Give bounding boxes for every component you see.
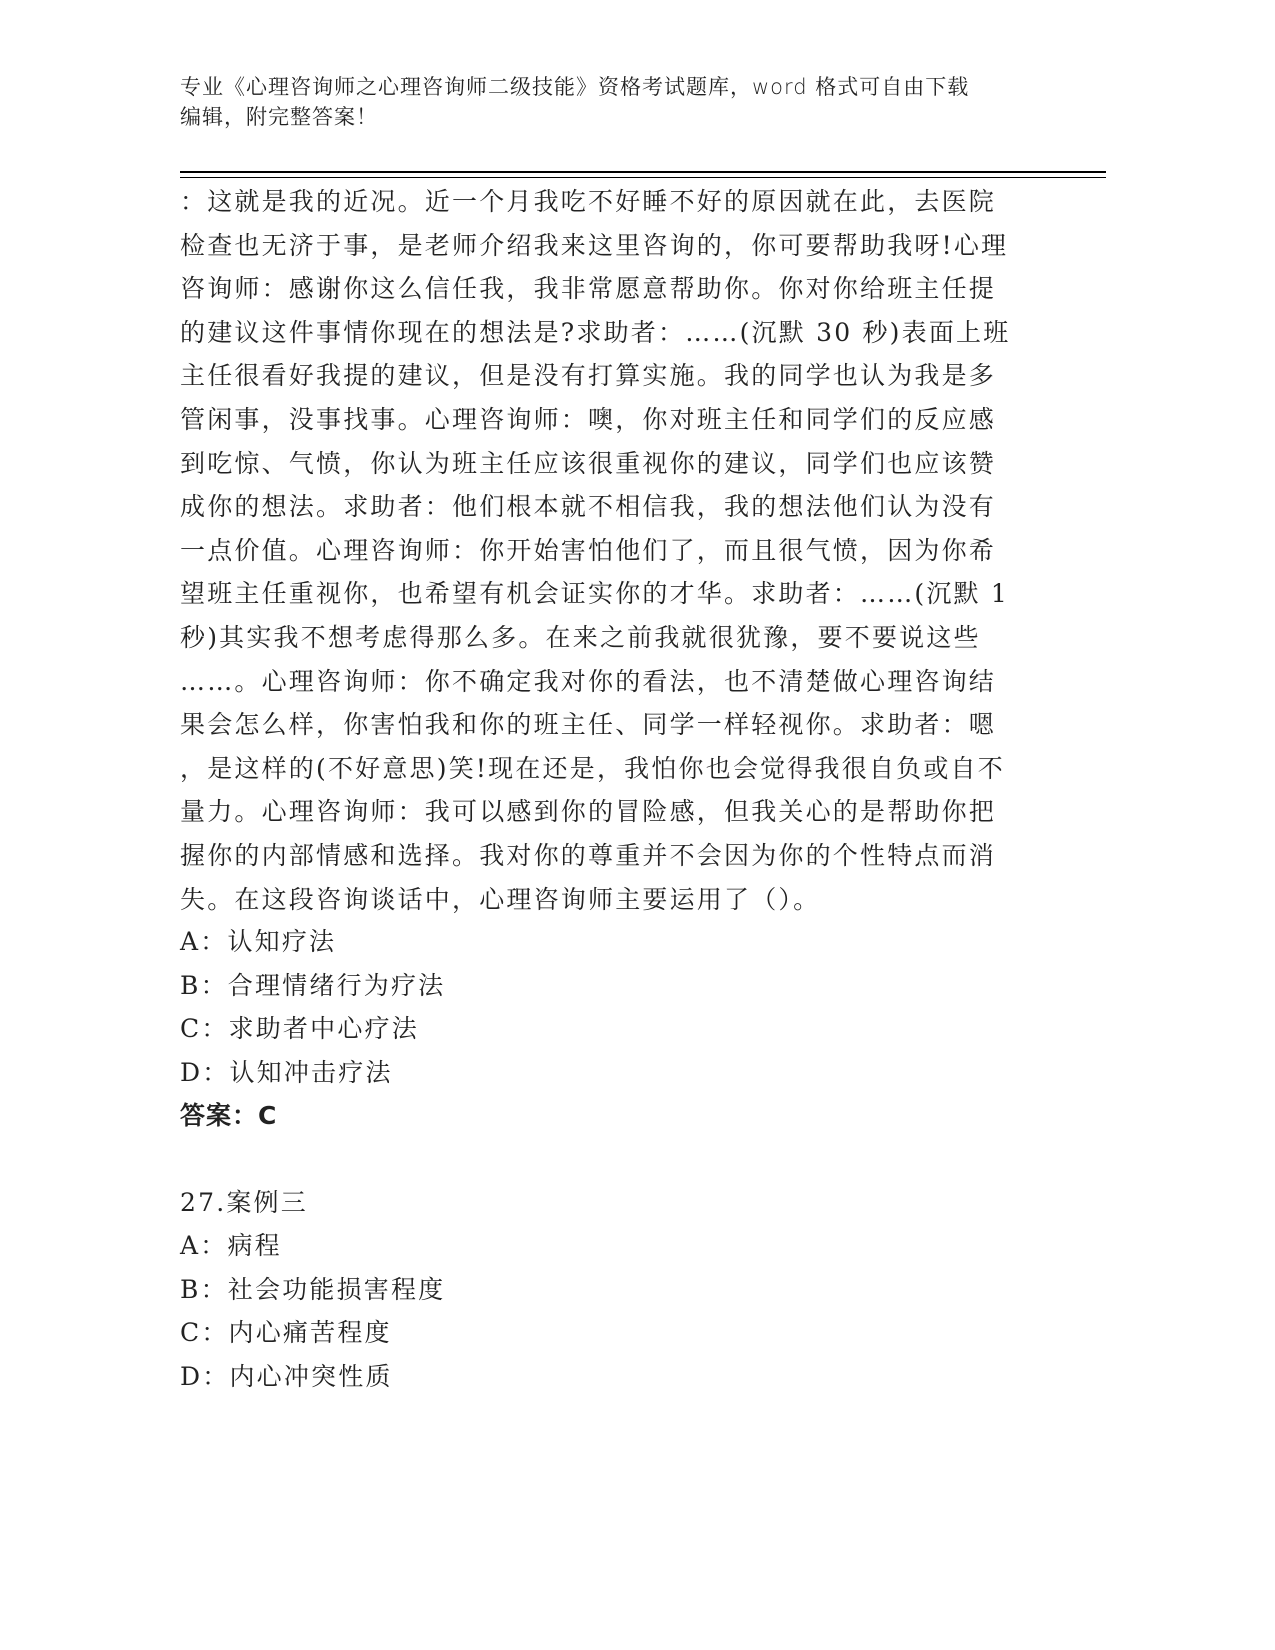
question-stem-line: 成你的想法。求助者：他们根本就不相信我，我的想法他们认为没有 bbox=[180, 492, 997, 521]
question-stem-line: 检查也无济于事，是老师介绍我来这里咨询的，你可要帮助我呀!心理 bbox=[180, 231, 1009, 260]
question-stem-line: 秒)其实我不想考虑得那么多。在来之前我就很犹豫，要不要说这些 bbox=[180, 623, 981, 652]
question-stem-line: 管闲事，没事找事。心理咨询师：噢，你对班主任和同学们的反应感 bbox=[180, 405, 997, 434]
header-divider-thin bbox=[180, 177, 1106, 178]
question-stem-line: 望班主任重视你，也希望有机会证实你的才华。求助者：……(沉默 1 bbox=[180, 579, 1010, 608]
answer-option: D：认知冲击疗法 bbox=[180, 1058, 393, 1087]
answer-option: A：病程 bbox=[180, 1231, 282, 1260]
question-stem-line: 到吃惊、气愤，你认为班主任应该很重视你的建议，同学们也应该赞 bbox=[180, 449, 997, 478]
answer-option: B：社会功能损害程度 bbox=[180, 1275, 446, 1304]
document-header-line: 专业《心理咨询师之心理咨询师二级技能》资格考试题库，word 格式可自由下载 bbox=[180, 75, 970, 99]
question-stem-line: 量力。心理咨询师：我可以感到你的冒险感，但我关心的是帮助你把 bbox=[180, 797, 997, 826]
question-stem-line: 咨询师：感谢你这么信任我，我非常愿意帮助你。你对你给班主任提 bbox=[180, 274, 997, 303]
question-stem-line: 主任很看好我提的建议，但是没有打算实施。我的同学也认为我是多 bbox=[180, 361, 997, 390]
question-stem-line: 一点价值。心理咨询师：你开始害怕他们了，而且很气愤，因为你希 bbox=[180, 536, 997, 565]
answer-option: A：认知疗法 bbox=[180, 927, 337, 956]
answer-option: C：求助者中心疗法 bbox=[180, 1014, 419, 1043]
answer-option: B：合理情绪行为疗法 bbox=[180, 971, 446, 1000]
header-divider bbox=[180, 171, 1106, 173]
question-stem-line: 果会怎么样，你害怕我和你的班主任、同学一样轻视你。求助者：嗯 bbox=[180, 710, 997, 739]
question-stem-line: 握你的内部情感和选择。我对你的尊重并不会因为你的个性特点而消 bbox=[180, 841, 997, 870]
question-stem-line: ……。心理咨询师：你不确定我对你的看法，也不清楚做心理咨询结 bbox=[180, 667, 997, 696]
question-stem-line: ：这就是我的近况。近一个月我吃不好睡不好的原因就在此，去医院 bbox=[180, 187, 997, 216]
answer-option: D：内心冲突性质 bbox=[180, 1362, 393, 1391]
document-header-line: 编辑，附完整答案！ bbox=[180, 105, 378, 129]
question-title: 27.案例三 bbox=[180, 1188, 308, 1217]
answer-option: C：内心痛苦程度 bbox=[180, 1318, 392, 1347]
question-stem-line: 失。在这段咨询谈话中，心理咨询师主要运用了（）。 bbox=[180, 885, 821, 914]
question-stem-line: 的建议这件事情你现在的想法是?求助者：……(沉默 30 秒)表面上班 bbox=[180, 318, 1011, 347]
answer-key: 答案：C bbox=[180, 1101, 278, 1130]
question-stem-line: ，是这样的(不好意思)笑!现在还是，我怕你也会觉得我很自负或自不 bbox=[180, 754, 1005, 783]
